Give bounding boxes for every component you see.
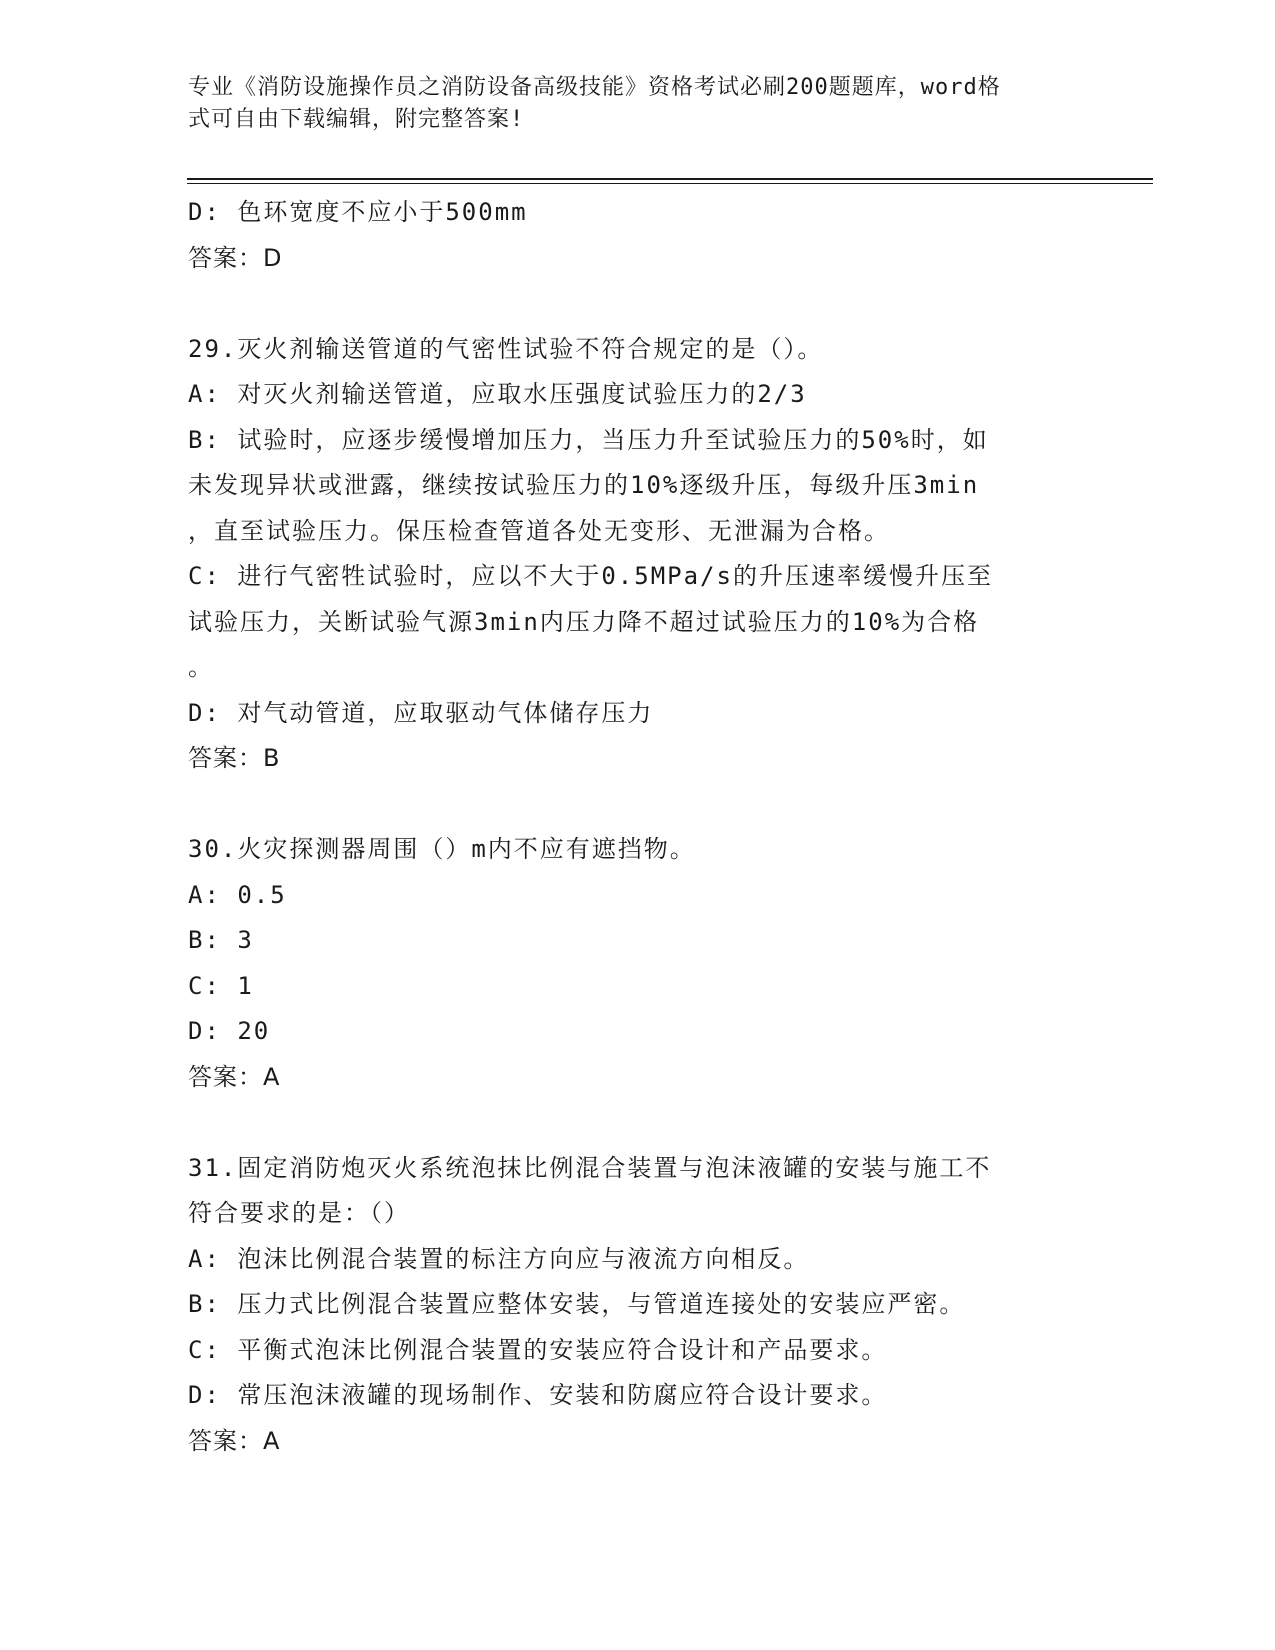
spacer bbox=[188, 1100, 1068, 1146]
option-b-line-1: B: 试验时，应逐步缓慢增加压力，当压力升至试验压力的50%时，如 bbox=[188, 425, 989, 454]
question-31 bbox=[188, 1146, 1068, 1465]
question-text-line-1: 31.固定消防炮灭火系统泡抹比例混合装置与泡沫液罐的安装与施工不 bbox=[188, 1153, 992, 1182]
option-a: A: 0.5 bbox=[188, 880, 287, 909]
option-c: C: 1 bbox=[188, 971, 254, 1000]
option-c-line-2: 试验压力，关断试验气源3min内压力降不超过试验压力的10%为合格 bbox=[188, 607, 980, 636]
option-a: A: 对灭火剂输送管道，应取水压强度试验压力的2/3 bbox=[188, 380, 807, 408]
option-b-line-2: 未发现异状或泄露，继续按试验压力的10%逐级升压，每级升压3min bbox=[188, 471, 980, 499]
header-line-1: 专业《消防设施操作员之消防设备高级技能》资格考试必刷200题题库，word格 bbox=[188, 75, 1001, 100]
option-d: D: 对气动管道，应取驱动气体储存压力 bbox=[188, 698, 654, 727]
question-30 bbox=[188, 827, 1068, 1100]
option-d: D: 常压泡沫液罐的现场制作、安装和防腐应符合设计要求。 bbox=[188, 1381, 888, 1409]
header-divider-thin bbox=[187, 183, 1153, 184]
question-text: 29.灭火剂输送管道的气密性试验不符合规定的是（）。 bbox=[188, 334, 824, 363]
option-a: A: 泡沫比例混合装置的标注方向应与液流方向相反。 bbox=[188, 1244, 810, 1273]
option-b-line-3: ，直至试验压力。保压检查管道各处无变形、无泄漏为合格。 bbox=[188, 516, 890, 545]
question-28-tail bbox=[188, 190, 1068, 281]
option-b: B: 压力式比例混合装置应整体安装，与管道连接处的安装应严密。 bbox=[188, 1290, 966, 1318]
spacer bbox=[188, 782, 1068, 828]
option-c: C: 平衡式泡沫比例混合装置的安装应符合设计和产品要求。 bbox=[188, 1335, 888, 1364]
spacer bbox=[188, 281, 1068, 327]
question-29 bbox=[188, 327, 1068, 782]
answer: 答案：D bbox=[188, 243, 283, 272]
answer: 答案：A bbox=[188, 1426, 281, 1455]
header-line-2: 式可自由下载编辑，附完整答案! bbox=[188, 107, 525, 132]
page-header bbox=[188, 72, 1088, 136]
answer: 答案：A bbox=[188, 1062, 281, 1091]
answer: 答案：B bbox=[188, 744, 281, 772]
document-body bbox=[188, 190, 1068, 1464]
option-d: D: 20 bbox=[188, 1017, 271, 1045]
option-c-line-3: 。 bbox=[188, 653, 214, 681]
option-b: B: 3 bbox=[188, 926, 254, 954]
question-text: 30.火灾探测器周围（）m内不应有遮挡物。 bbox=[188, 835, 696, 863]
question-text-line-2: 符合要求的是：（） bbox=[188, 1199, 410, 1227]
option-c-line-1: C: 进行气密牲试验时，应以不大于0.5MPa/s的升压速率缓慢升压至 bbox=[188, 562, 993, 590]
header-divider-thick bbox=[187, 178, 1153, 180]
option-d: D: 色环宽度不应小于500mm bbox=[188, 198, 528, 226]
